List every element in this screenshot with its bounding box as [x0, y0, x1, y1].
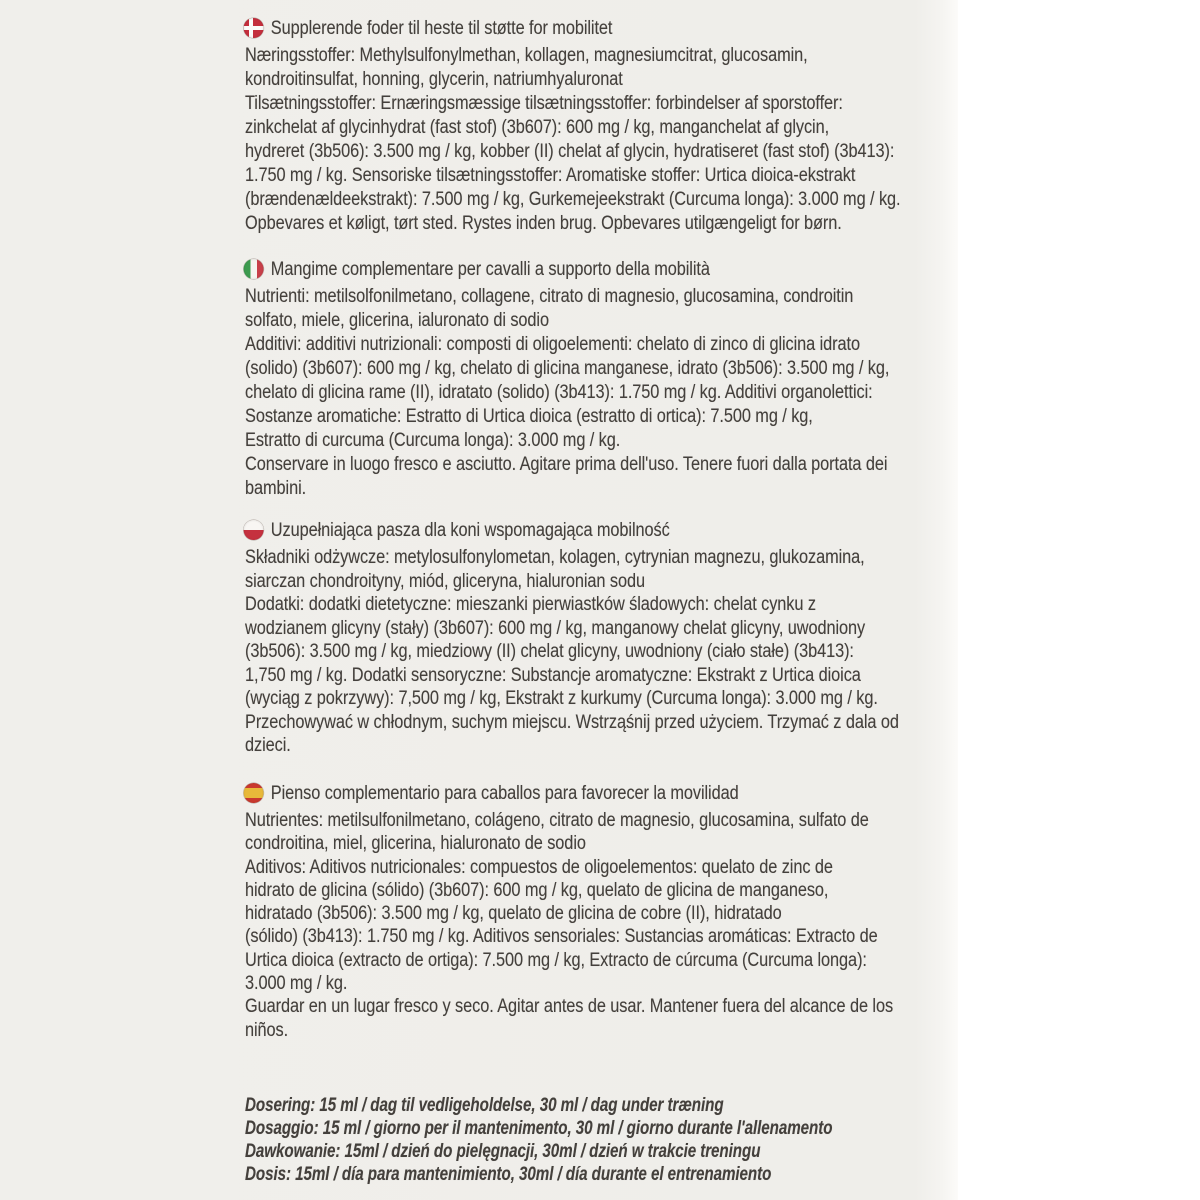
label-text-line: Næringsstoffer: Methylsulfonylmethan, kollagen, magnesiumcitrat, glucosamin, [245, 45, 808, 66]
label-text-line: dzieci. [245, 735, 291, 756]
label-text-line: wodzianem glicyny (stały) (3b607): 600 mg / kg, manganowy chelat glicyny, uwodniony [245, 617, 866, 639]
section-polish [245, 519, 899, 758]
label-text-line: Additivi: additivi nutrizionali: composti di oligoelementi: chelato di zinco di glicina idrato [245, 334, 860, 355]
section-header [245, 258, 864, 282]
label-text-line: siarczan chondroityny, miód, gliceryna, hialuronian sodu [245, 570, 645, 592]
label-text-line: hidrato de glicina (sólido) (3b607): 600 mg / kg, quelato de glicina de manganeso, [245, 879, 829, 901]
label-text-line: 1,750 mg / kg. Dodatki sensoryczne: Substancje aromatyczne: Ekstrakt z Urtica dioica [245, 664, 861, 686]
denmark-flag-icon [244, 18, 264, 38]
label-text-line: Dodatki: dodatki dietetyczne: mieszanki pierwiastków śladowych: chelat cynku z [245, 594, 816, 615]
section-header [245, 782, 864, 806]
label-text-line: zinkchelat af glycinhydrat (fast stof) (3b607): 600 mg / kg, manganchelat af glycin, [245, 117, 830, 138]
label-text-line: solfato, miele, glicerina, ialuronato di sodio [245, 310, 549, 331]
section-header [245, 519, 864, 543]
poland-flag-icon [244, 520, 264, 540]
label-text-line: (3b506): 3.500 mg / kg, miedziowy (II) chelat glicyny, uwodniony (ciało stałe) (3b413): [245, 641, 854, 662]
label-text-line: hidratado (3b506): 3.500 mg / kg, quelato de glicina de cobre (II), hidratado [245, 903, 782, 925]
label-text-line: 3.000 mg / kg. [245, 973, 348, 995]
label-text-line: condroitina, miel, glicerina, hialuronato de sodio [245, 833, 586, 855]
label-text-line: kondroitinsulfat, honning, glycerin, natriumhyaluronat [245, 69, 623, 90]
label-text-line: Estratto di curcuma (Curcuma longa): 3.000 mg / kg. [245, 430, 621, 451]
label-text-line: Guardar en un lugar fresco y seco. Agitar antes de usar. Mantener fuera del alcance de los [245, 996, 894, 1018]
label-text-line: Urtica dioica (extracto de ortiga): 7.500 mg / kg, Extracto de cúrcuma (Curcuma longa): [245, 949, 867, 971]
label-text-line: niños. [245, 1019, 289, 1041]
label-text-line: chelato di glicina rame (II), idratato (solido) (3b413): 1.750 mg / kg. Additivi organolettici: [245, 382, 873, 403]
section-header-text: Supplerende foder til heste til støtte for mobilitet [270, 18, 613, 39]
label-text-line: (wyciąg z pokrzywy): 7,500 mg / kg, Ekstrakt z kurkumy (Curcuma longa): 3.000 mg / kg. [245, 688, 878, 709]
italy-flag-icon [244, 259, 264, 279]
label-text-line: Składniki odżywcze: metylosulfonylometan, kolagen, cytrynian magnezu, glukozamina, [245, 547, 865, 568]
label-text-line: Przechowywać w chłodnym, suchym miejscu. Wstrząśnij przed użyciem. Trzymać z dala od [245, 711, 899, 733]
label-text-line: Tilsætningsstoffer: Ernæringsmæssige tilsætningsstoffer: forbindelser af sporstoffer: [245, 93, 843, 114]
label-text-line: 1.750 mg / kg. Sensoriske tilsætningsstoffer: Aromatiske stoffer: Urtica dioica-ekstrakt [245, 165, 856, 186]
label-text-line: (brændenældeekstrakt): 7.500 mg / kg, Gurkemejeekstrakt (Curcuma longa): 3.000 mg / kg. [245, 189, 901, 210]
label-text-line: bambini. [245, 478, 307, 499]
section-spanish [245, 782, 894, 1042]
label-text-line: Nutrienti: metilsolfonilmetano, collagene, citrato di magnesio, glucosamina, condroitin [245, 286, 854, 307]
label-text-line: Nutrientes: metilsulfonilmetano, colágeno, citrato de magnesio, glucosamina, sulfato de [245, 810, 869, 831]
section-danish [245, 17, 901, 236]
section-header [245, 17, 864, 41]
label-text-line: Conservare in luogo fresco e asciutto. Agitare prima dell'uso. Tenere fuori dalla portata dei [245, 454, 888, 475]
dosage-text-line: Dosaggio: 15 ml / giorno per il mantenimento, 30 ml / giorno durante l'allenamento [245, 1118, 833, 1139]
section-dosage [245, 1094, 833, 1186]
section-header-text: Pienso complementario para caballos para favorecer la movilidad [270, 783, 739, 804]
section-italian [245, 258, 890, 501]
label-text-line: Aditivos: Aditivos nutricionales: compuestos de oligoelementos: quelato de zinc de [245, 856, 833, 878]
section-header-text: Mangime complementare per cavalli a supporto della mobilità [270, 259, 710, 280]
dosage-text-line: Dosering: 15 ml / dag til vedligeholdelse, 30 ml / dag under træning [245, 1095, 724, 1116]
label-text-line: hydreret (3b506): 3.500 mg / kg, kobber (II) chelat af glycin, hydratiseret (fast stof) (3b413): [245, 141, 895, 162]
label-text-line: (solido) (3b607): 600 mg / kg, chelato di glicina manganese, idrato (3b506): 3.500 mg / kg, [245, 358, 890, 379]
dosage-text-line: Dosis: 15ml / día para mantenimiento, 30ml / día durante el entrenamiento [245, 1164, 772, 1185]
label-text-line: Sostanze aromatiche: Estratto di Urtica dioica (estratto di ortica): 7.500 mg / kg, [245, 406, 813, 427]
label-text-line: (sólido) (3b413): 1.750 mg / kg. Aditivos sensoriales: Sustancias aromáticas: Extracto de [245, 926, 878, 948]
dosage-text-line: Dawkowanie: 15ml / dzień do pielęgnacji, 30ml / dzień w trakcie treningu [245, 1141, 761, 1162]
spain-flag-icon [244, 783, 264, 803]
section-header-text: Uzupełniająca pasza dla koni wspomagająca mobilność [270, 520, 670, 541]
label-text-line: Opbevares et køligt, tørt sted. Rystes inden brug. Opbevares utilgængeligt for børn. [245, 213, 842, 234]
